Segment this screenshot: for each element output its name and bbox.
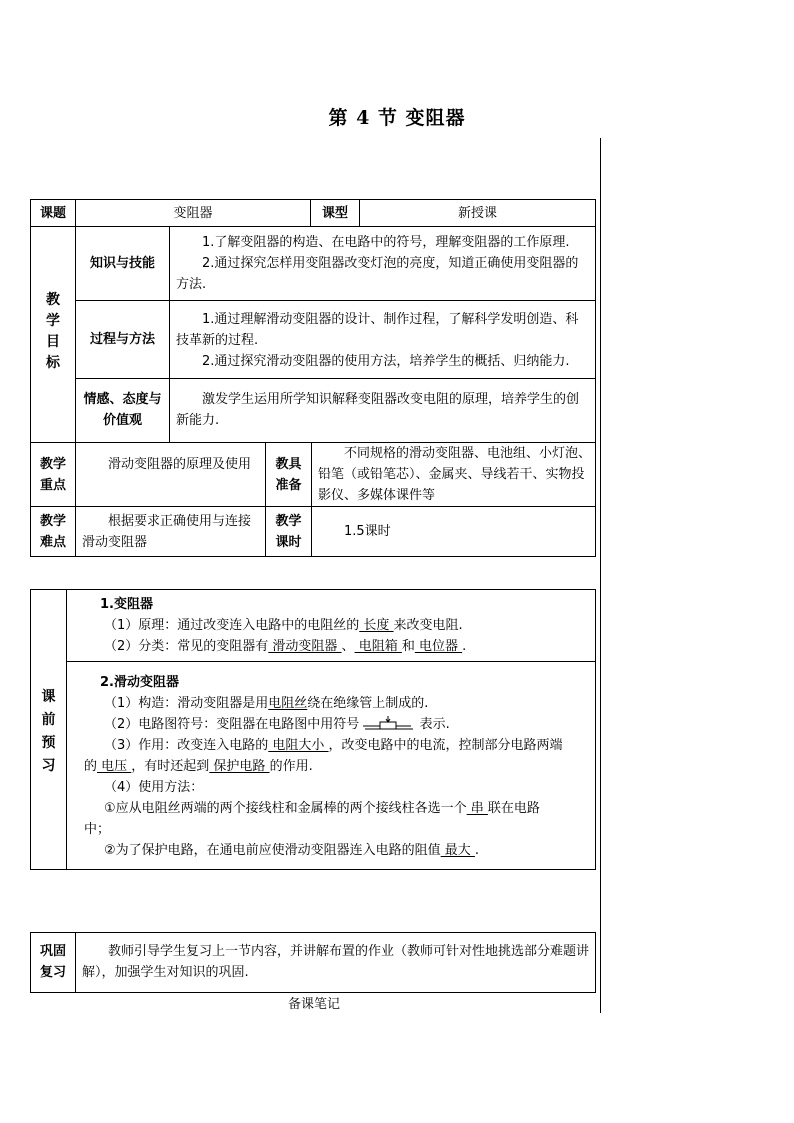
process-item-2: 2.通过探究滑动变阻器的使用方法，培养学生的概括、归纳能力.	[202, 354, 570, 369]
s2-l5-post: 联在电路中；	[84, 801, 540, 837]
s1-l2-end: .	[462, 639, 467, 654]
section-2-line-3	[64, 735, 569, 777]
knowledge-item-2: 2.通过探究怎样用变阻器改变灯泡的亮度，知道正确使用变阻器的方法.	[176, 256, 579, 292]
process-text	[176, 309, 594, 372]
tools-label-line-1: 教具	[275, 457, 302, 472]
difficulty-label-line-2: 难点	[39, 535, 66, 550]
s2-l3-blank-2: 电压	[97, 759, 132, 774]
margin-divider	[600, 138, 601, 1013]
knowledge-item-1: 1.了解变阻器的构造、在电路中的符号，理解变阻器的工作原理.	[202, 235, 570, 250]
topic-value: 变阻器	[173, 206, 213, 221]
s1-l1-post: 来改变电阻.	[393, 618, 463, 633]
goals-label	[31, 290, 75, 374]
s1-l2-blank-1: 滑动变阻器	[268, 639, 342, 654]
key-text: 滑动变阻器的原理及使用	[108, 457, 252, 472]
s2-l3-end: 的作用.	[269, 759, 313, 774]
s1-l2-sep-2: 和	[401, 639, 415, 654]
section-2-line-5	[64, 798, 549, 840]
process-item-1: 1.通过理解滑动变阻器的设计、制作过程，了解科学发明创造、科技革新的过程.	[176, 312, 579, 348]
rheostat-symbol-icon	[363, 716, 415, 732]
s2-l3-mid: ，改变电路中的电流，控制部分电路两端的	[84, 738, 563, 774]
preview-section-1	[84, 594, 589, 657]
difficulty-text: 根据要求正确使用与连接滑动变阻器	[82, 514, 252, 550]
s2-l5-blank: 串	[466, 801, 488, 816]
s2-l3-pre: （3）作用：改变连入电路的	[104, 738, 269, 753]
review-text: 教师引导学生复习上一节内容，并讲解布置的作业（教师可针对性地挑选部分难题讲解），加强学生对知识的巩固.	[82, 944, 590, 980]
s2-l6-end: .	[474, 843, 480, 858]
tools-label	[266, 454, 311, 496]
preview-section-2	[84, 672, 589, 861]
s1-l1-pre: （1）原理：通过改变连入电路中的电阻丝的	[104, 618, 360, 633]
type-value: 新授课	[457, 206, 497, 221]
s2-l6-blank: 最大	[440, 843, 475, 858]
tools-text: 不同规格的滑动变阻器、电池组、小灯泡、铅笔（或铅笔芯）、金属夹、导线若干、实物投影仪、多媒体课件等	[318, 446, 592, 503]
difficulty-label	[31, 511, 75, 553]
emotion-label-line-2: 价值观	[102, 413, 142, 428]
s1-l1-blank: 长度	[359, 618, 394, 633]
s2-l2-post: 表示.	[419, 717, 450, 732]
preview-label	[31, 686, 66, 778]
s2-l1-post: 绕在绝缘管上制成的.	[307, 696, 429, 711]
section-1-line-2	[84, 636, 589, 657]
s2-l1-pre: （1）构造：滑动变阻器是用	[104, 696, 269, 711]
s2-l3-blank-1: 电阻大小	[268, 738, 329, 753]
knowledge-text	[176, 232, 594, 295]
key-label-line-2: 重点	[39, 478, 66, 493]
review-label-line-1: 巩固	[39, 944, 66, 959]
preview-label-text: 课前预习	[41, 689, 56, 774]
goals-label-text: 教学目标	[46, 292, 60, 371]
difficulty-label-line-1: 教学	[39, 514, 66, 529]
notes-label: 备课笔记	[288, 997, 341, 1012]
s1-l2-pre: （2）分类：常见的变阻器有	[104, 639, 269, 654]
s2-l6-pre: ②为了保护电路，在通电前应使滑动变阻器连入电路的阻值	[104, 843, 441, 858]
review-label	[31, 941, 75, 983]
s2-l1-blank: 电阻丝	[268, 696, 308, 711]
hours-label-line-2: 课时	[275, 535, 302, 550]
page-title: 第 4 节 变阻器	[328, 107, 466, 129]
review-label-line-2: 复习	[39, 965, 66, 980]
s1-l2-sep-1: 、	[341, 639, 355, 654]
hours-label	[266, 511, 311, 553]
type-label: 课型	[321, 206, 348, 221]
section-2-line-6	[84, 840, 589, 861]
s2-l3-blank-3: 保护电路	[209, 759, 270, 774]
s2-l2-pre: （2）电路图符号：变阻器在电路图中用符号	[104, 717, 360, 732]
tools-label-line-2: 准备	[275, 478, 302, 493]
s2-l5-pre: ①应从电阻丝两端的两个接线柱和金属棒的两个接线柱各选一个	[104, 801, 467, 816]
emotion-label-line-1: 情感、态度与	[83, 392, 162, 407]
section-2-line-4: （4）使用方法：	[104, 780, 204, 795]
s1-l2-blank-2: 电阻箱	[354, 639, 402, 654]
knowledge-label: 知识与技能	[89, 256, 155, 271]
section-1-title: 1.变阻器	[100, 597, 153, 612]
process-label: 过程与方法	[89, 332, 155, 347]
key-label	[31, 454, 75, 496]
hours-text: 1.5课时	[344, 524, 391, 539]
s1-l2-blank-3: 电位器	[414, 639, 463, 654]
section-1-line-1	[84, 615, 589, 636]
topic-label: 课题	[39, 206, 66, 221]
s2-l3-mid-2: ，有时还起到	[131, 759, 210, 774]
hours-label-line-1: 教学	[275, 514, 302, 529]
key-label-line-1: 教学	[39, 457, 66, 472]
section-2-title: 2.滑动变阻器	[100, 675, 179, 690]
emotion-text: 激发学生运用所学知识解释变阻器改变电阻的原理，培养学生的创新能力.	[176, 392, 580, 428]
section-2-line-1	[84, 693, 589, 714]
emotion-label	[76, 389, 169, 431]
section-2-line-2	[84, 714, 589, 735]
